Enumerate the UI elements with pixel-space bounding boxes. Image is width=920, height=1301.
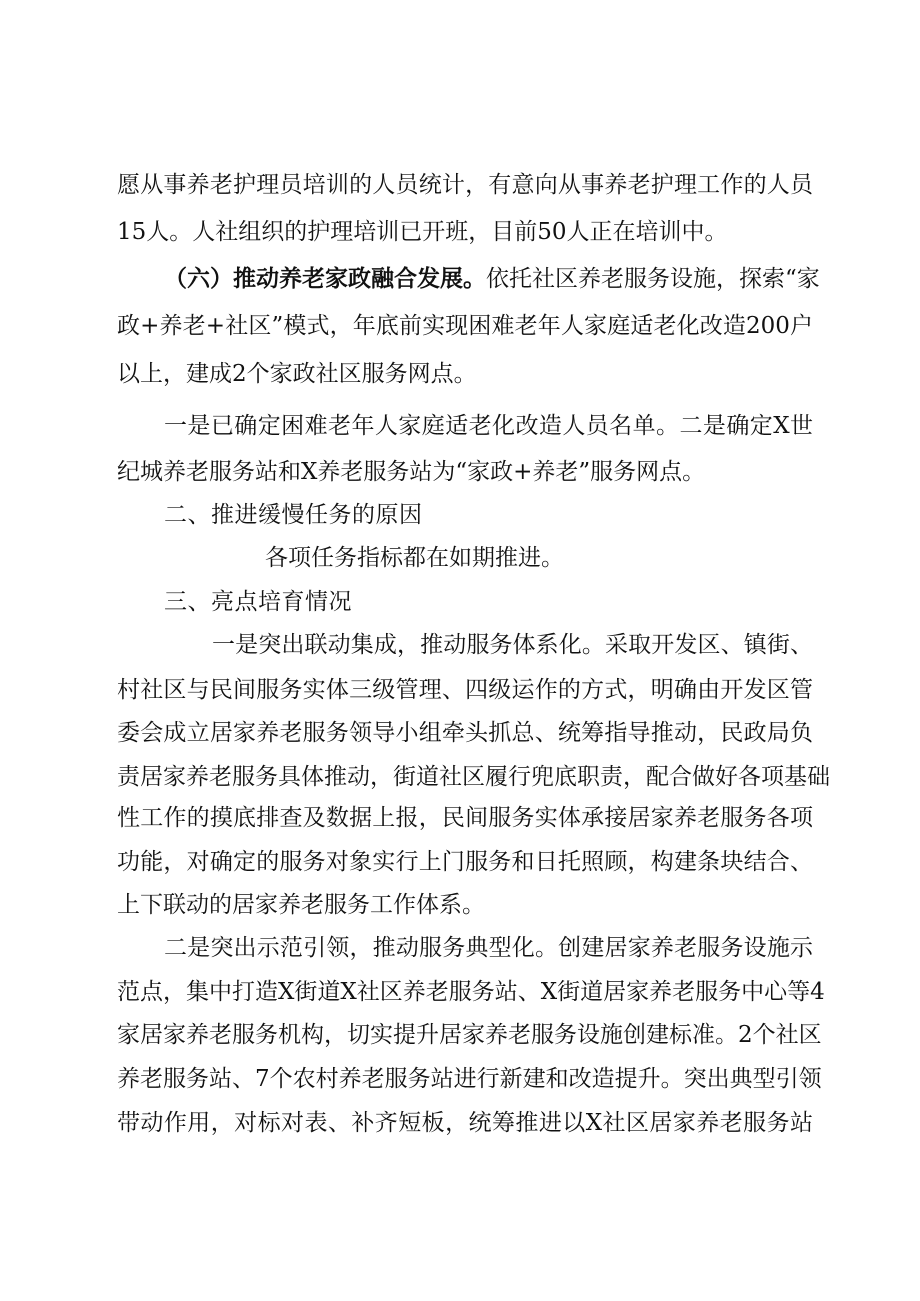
paragraph-line: 一是已确定困难老年人家庭适老化改造人员名单。二是确定X世 <box>164 413 813 439</box>
paragraph-line: 性工作的摸底排查及数据上报，民间服务实体承接居家养老服务各项 <box>117 805 813 831</box>
paragraph-six-text: 依托社区养老服务设施，探索“家 <box>486 266 820 292</box>
paragraph-line: 村社区与民间服务实体三级管理、四级运作的方式，明确由开发区管 <box>117 677 813 703</box>
paragraph-line: 范点，集中打造X街道X社区养老服务站、X街道居家养老服务中心等4 <box>117 979 825 1005</box>
paragraph-line: 二是突出示范引领，推动服务典型化。创建居家养老服务设施示 <box>164 935 813 961</box>
paragraph-line: 以上，建成2个家政社区服务网点。 <box>117 361 477 387</box>
paragraph-line: 委会成立居家养老服务领导小组牵头抓总、统筹指导推动，民政局负 <box>117 720 813 746</box>
paragraph-line: 责居家养老服务具体推动，街道社区履行兜底职责，配合做好各项基础 <box>117 764 830 790</box>
paragraph-line: 带动作用，对标对表、补齐短板，统筹推进以X社区居家养老服务站 <box>117 1110 813 1136</box>
paragraph-six-line1 <box>164 264 820 294</box>
paragraph-line: 上下联动的居家养老服务工作体系。 <box>117 892 485 918</box>
section3-heading: 三、亮点培育情况 <box>164 589 352 615</box>
paragraph-line: 愿从事养老护理员培训的人员统计，有意向从事养老护理工作的人员 <box>117 172 813 198</box>
paragraph-line: 15人。人社组织的护理培训已开班，目前50人正在培训中。 <box>117 219 728 245</box>
section2-heading: 二、推进缓慢任务的原因 <box>164 502 423 528</box>
paragraph-line: 一是突出联动集成，推动服务体系化。采取开发区、镇街、 <box>212 632 813 658</box>
paragraph-line: 养老服务站、7个农村养老服务站进行新建和改造提升。突出典型引领 <box>117 1066 822 1092</box>
paragraph-line: 功能，对确定的服务对象实行上门服务和日托照顾，构建条块结合、 <box>117 849 813 875</box>
paragraph-line: 纪城养老服务站和X养老服务站为“家政+养老”服务网点。 <box>117 459 706 485</box>
section2-text: 各项任务指标都在如期推进。 <box>265 545 564 571</box>
paragraph-line: 政+养老+社区”模式，年底前实现困难老年人家庭适老化改造200户 <box>117 313 813 339</box>
paragraph-line: 家居家养老服务机构，切实提升居家养老服务设施创建标准。2个社区 <box>117 1022 822 1048</box>
paragraph-six-title: （六）推动养老家政融合发展。 <box>164 265 486 292</box>
